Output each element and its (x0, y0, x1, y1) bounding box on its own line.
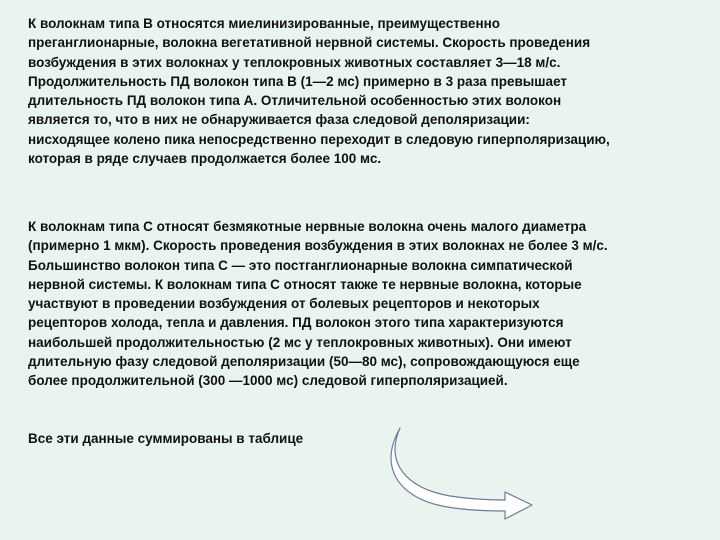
text-line: возбуждения в этих волокнах у теплокровных животных составляет 3—18 м/с. (28, 54, 561, 70)
text-line: нисходящее колено пика непосредственно переходит в следовую гиперполяризацию, (28, 131, 610, 147)
text-line: рецепторов холода, тепла и давления. ПД волокон этого типа характеризуются (28, 315, 564, 331)
text-line: длительность ПД волокон типа А. Отличительной особенностью этих волокон (28, 93, 562, 109)
text-line: Все эти данные суммированы в таблице (28, 431, 304, 446)
text-line: Большинство волокон типа С — это постганглионарные волокна симпатической (28, 257, 573, 273)
text-line: наибольшей продолжительностью (2 мс у теплокровных животных). Они имеют (28, 334, 572, 350)
text-line: участвуют в проведении возбуждения от болевых рецепторов и некоторых (28, 296, 540, 312)
text-line: которая в ряде случаев продолжается более 100 мс. (28, 151, 382, 167)
text-line: преганглионарные, волокна вегетативной нервной системы. Скорость проведения (28, 35, 591, 51)
text-line: длительную фазу следовой деполяризации (50—80 мс), сопровождающуюся еще (28, 354, 580, 370)
text-line: нервной системы. К волокнам типа С относят также те нервные волокна, которые (28, 276, 582, 292)
text-line: К волокнам типа С относят безмякотные нервные волокна очень малого диаметра (28, 219, 587, 234)
paragraph-type-c-fibers (28, 217, 608, 391)
text-line: более продолжительной (300 —1000 мс) следовой гиперполяризацией. (28, 373, 508, 389)
text-line: (примерно 1 мкм). Скорость проведения возбуждения в этих волокнах не более 3 м/с. (28, 238, 608, 254)
paragraph-type-b-fibers (28, 14, 610, 168)
text-line: является то, что в них не обнаруживается фаза следовой деполяризации: (28, 112, 530, 128)
text-line: К волокнам типа В относятся миелинизированные, преимущественно (28, 16, 500, 31)
text-line: Продолжительность ПД волокон типа В (1—2 мс) примерно в 3 раза превышает (28, 73, 568, 89)
summary-line (28, 429, 303, 448)
curved-arrow-shape (391, 428, 532, 519)
